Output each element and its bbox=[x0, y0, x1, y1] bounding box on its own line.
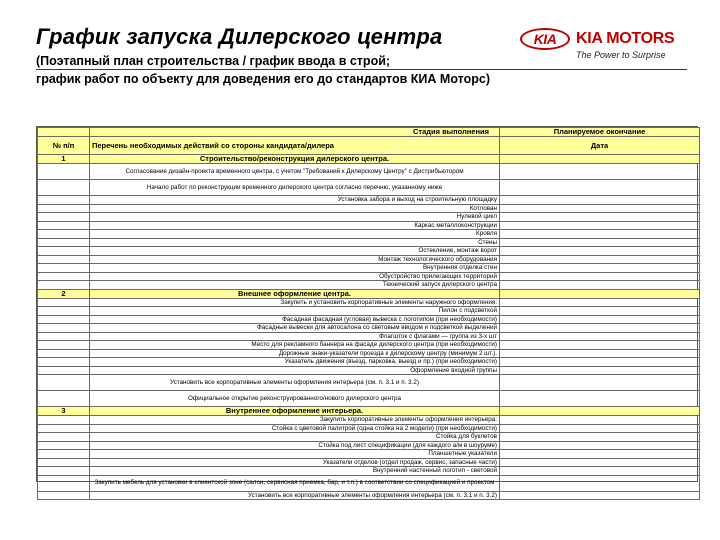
row-action-text: Дорожные знаки-указатели проезда к дилерскому центру (минимум 2 шт.). bbox=[90, 349, 500, 358]
launch-schedule-table bbox=[36, 126, 698, 499]
row-action-text: Стойка для буклетов bbox=[90, 433, 500, 442]
table-row bbox=[38, 204, 700, 213]
row-date-cell[interactable] bbox=[500, 391, 700, 407]
row-date-cell[interactable] bbox=[500, 332, 700, 341]
row-number-cell bbox=[38, 281, 90, 290]
table-row bbox=[38, 315, 700, 324]
row-number-cell bbox=[38, 230, 90, 239]
table-header-row-2 bbox=[38, 137, 700, 155]
row-date-cell[interactable] bbox=[500, 366, 700, 375]
table-row bbox=[38, 433, 700, 442]
page-subtitle-line2: график работ по объекту для доведения его до стандартов КИА Моторс) bbox=[36, 72, 490, 86]
row-date-cell[interactable] bbox=[500, 341, 700, 350]
section-row bbox=[38, 289, 700, 298]
header-actions: Перечень необходимых действий со стороны кандидата/дилера bbox=[90, 137, 500, 155]
table-row bbox=[38, 238, 700, 247]
row-action-text: Пилон с подсветкой bbox=[90, 307, 500, 316]
row-action-text: Установить все корпоративные элементы оформления интерьера (см. п. 3.1 и п. 3.2) bbox=[90, 491, 500, 500]
page-title: График запуска Дилерского центра bbox=[36, 24, 443, 49]
row-action-text: Стойка с цветовой палитрой (одна стойка на 2 модели) (при необходимости) bbox=[90, 424, 500, 433]
row-action-text: Начало работ по реконструкции временного дилерского центра согласно перечню, указанному ниже bbox=[90, 180, 500, 196]
section-date-cell bbox=[500, 155, 700, 164]
table-row bbox=[38, 332, 700, 341]
row-number-cell bbox=[38, 204, 90, 213]
header-divider bbox=[36, 69, 687, 70]
row-number-cell bbox=[38, 238, 90, 247]
row-action-text: Остекление, монтаж ворот bbox=[90, 247, 500, 256]
table-row bbox=[38, 366, 700, 375]
row-action-text: Котлован bbox=[90, 204, 500, 213]
page-footer-blank bbox=[36, 482, 698, 540]
table-row bbox=[38, 416, 700, 425]
row-date-cell[interactable] bbox=[500, 164, 700, 180]
table-row bbox=[38, 467, 700, 476]
table-row bbox=[38, 349, 700, 358]
row-action-text: Согласование дизайн-проекта временного центра, с учетом "Требований к Дилерскому Центру" с Дистрибьютором bbox=[90, 164, 500, 180]
section-title: Внешнее оформление центра. bbox=[90, 289, 500, 298]
row-number-cell bbox=[38, 391, 90, 407]
row-date-cell[interactable] bbox=[500, 424, 700, 433]
row-date-cell[interactable] bbox=[500, 307, 700, 316]
logo-slogan-text: The Power to Surprise bbox=[576, 50, 666, 60]
row-action-text: Нулевой цикл bbox=[90, 213, 500, 222]
page-subtitle-line1: (Поэтапный план строительства / график ввода в строй; bbox=[36, 54, 391, 68]
row-action-text: Установка забора и выход на строительную площадку bbox=[90, 196, 500, 205]
section-number: 1 bbox=[38, 155, 90, 164]
table-row bbox=[38, 230, 700, 239]
row-action-text: Закупить и установить корпоративные элементы наружного оформления: bbox=[90, 298, 500, 307]
row-date-cell[interactable] bbox=[500, 324, 700, 333]
table-row bbox=[38, 441, 700, 450]
row-number-cell bbox=[38, 180, 90, 196]
section-row bbox=[38, 155, 700, 164]
row-number-cell bbox=[38, 467, 90, 476]
row-number-cell bbox=[38, 264, 90, 273]
row-date-cell[interactable] bbox=[500, 433, 700, 442]
row-number-cell bbox=[38, 221, 90, 230]
row-date-cell[interactable] bbox=[500, 315, 700, 324]
table-row bbox=[38, 375, 700, 391]
row-action-text: Флагшток с флагами — группа из 3-х шт bbox=[90, 332, 500, 341]
table-row bbox=[38, 213, 700, 222]
row-number-cell bbox=[38, 213, 90, 222]
table-row bbox=[38, 424, 700, 433]
row-date-cell[interactable] bbox=[500, 180, 700, 196]
row-action-text: Указатели отделов (отдел продаж, сервис, запасные части) bbox=[90, 458, 500, 467]
row-date-cell[interactable] bbox=[500, 416, 700, 425]
table-row bbox=[38, 255, 700, 264]
row-date-cell[interactable] bbox=[500, 204, 700, 213]
row-number-cell bbox=[38, 332, 90, 341]
row-action-text: Кровля bbox=[90, 230, 500, 239]
row-date-cell[interactable] bbox=[500, 196, 700, 205]
section-number: 2 bbox=[38, 289, 90, 298]
row-number-cell bbox=[38, 358, 90, 367]
section-number: 3 bbox=[38, 407, 90, 416]
row-date-cell[interactable] bbox=[500, 458, 700, 467]
row-number-cell bbox=[38, 315, 90, 324]
row-date-cell[interactable] bbox=[500, 281, 700, 290]
header-planned: Планируемое окончание bbox=[500, 128, 700, 137]
table-row bbox=[38, 358, 700, 367]
row-action-text: Технический запуск дилерского центра bbox=[90, 281, 500, 290]
row-number-cell bbox=[38, 441, 90, 450]
row-number-cell bbox=[38, 433, 90, 442]
row-number-cell bbox=[38, 164, 90, 180]
table-row bbox=[38, 272, 700, 281]
section-row bbox=[38, 407, 700, 416]
table-row bbox=[38, 164, 700, 180]
header bbox=[0, 0, 720, 120]
row-date-cell[interactable] bbox=[500, 247, 700, 256]
row-date-cell[interactable] bbox=[500, 230, 700, 239]
row-date-cell[interactable] bbox=[500, 467, 700, 476]
row-action-text: Фасадная фасадная (угловая) вывеска с логотипом (при необходимости) bbox=[90, 315, 500, 324]
section-title: Внутреннее оформление интерьера. bbox=[90, 407, 500, 416]
row-number-cell bbox=[38, 324, 90, 333]
row-date-cell[interactable] bbox=[500, 213, 700, 222]
row-action-text: Монтаж технологического оборудования bbox=[90, 255, 500, 264]
row-date-cell[interactable] bbox=[500, 375, 700, 391]
row-date-cell[interactable] bbox=[500, 349, 700, 358]
row-action-text: Указатель движения (въезд, парковка, выезд и пр.) (при необходимости) bbox=[90, 358, 500, 367]
table-row bbox=[38, 458, 700, 467]
row-action-text: Стойка под лист спецификации (для каждого а/м в шоуруме) bbox=[90, 441, 500, 450]
logo-mark-text: KIA bbox=[533, 31, 557, 47]
row-number-cell bbox=[38, 247, 90, 256]
row-action-text: Внутренний настенный логотип - световой bbox=[90, 467, 500, 476]
row-number-cell bbox=[38, 458, 90, 467]
row-action-text: Закупить мебель для установки в клиентской зоне (салон, сервисная приемка, бар, и т.п.) в соответствии со спецификацией и проектом bbox=[90, 475, 500, 491]
row-action-text: Оформление входной группы bbox=[90, 366, 500, 375]
logo-brand-text: KIA MOTORS bbox=[576, 30, 675, 47]
table-row bbox=[38, 221, 700, 230]
row-action-text: Закупить корпоративные элементы оформления интерьера: bbox=[90, 416, 500, 425]
section-date-cell bbox=[500, 407, 700, 416]
table-row bbox=[38, 281, 700, 290]
row-date-cell[interactable] bbox=[500, 272, 700, 281]
row-action-text: Планшетные указатели bbox=[90, 450, 500, 459]
row-date-cell[interactable] bbox=[500, 441, 700, 450]
table-row bbox=[38, 264, 700, 273]
row-action-text: Внутренняя отделка стен bbox=[90, 264, 500, 273]
row-date-cell[interactable] bbox=[500, 358, 700, 367]
row-date-cell[interactable] bbox=[500, 238, 700, 247]
row-number-cell bbox=[38, 424, 90, 433]
table-row bbox=[38, 196, 700, 205]
row-number-cell bbox=[38, 196, 90, 205]
row-number-cell bbox=[38, 416, 90, 425]
table-header-row-1 bbox=[38, 128, 700, 137]
row-date-cell[interactable] bbox=[500, 298, 700, 307]
header-date: Дата bbox=[500, 137, 700, 155]
row-number-cell bbox=[38, 366, 90, 375]
header-no: № п/п bbox=[38, 137, 90, 155]
row-date-cell[interactable] bbox=[500, 264, 700, 273]
row-number-cell bbox=[38, 307, 90, 316]
section-title: Строительство/реконструкция дилерского центра. bbox=[90, 155, 500, 164]
table-row bbox=[38, 450, 700, 459]
row-date-cell[interactable] bbox=[500, 255, 700, 264]
row-action-text: Каркас металлоконструкции bbox=[90, 221, 500, 230]
row-number-cell bbox=[38, 298, 90, 307]
row-date-cell[interactable] bbox=[500, 450, 700, 459]
row-number-cell bbox=[38, 375, 90, 391]
row-number-cell bbox=[38, 349, 90, 358]
row-number-cell bbox=[38, 450, 90, 459]
table-row bbox=[38, 391, 700, 407]
row-action-text: Фасадные вывески для автосалона со световым вводом и подсветкой выделений bbox=[90, 324, 500, 333]
header-cell-empty bbox=[38, 128, 90, 137]
table-row bbox=[38, 341, 700, 350]
row-date-cell[interactable] bbox=[500, 221, 700, 230]
row-action-text: Место для рекламного баннера на фасаде дилерского центра (при необходимости) bbox=[90, 341, 500, 350]
table-row bbox=[38, 324, 700, 333]
row-number-cell bbox=[38, 341, 90, 350]
row-number-cell bbox=[38, 272, 90, 281]
kia-logo bbox=[520, 28, 690, 64]
row-number-cell bbox=[38, 255, 90, 264]
table-row bbox=[38, 247, 700, 256]
table-row bbox=[38, 307, 700, 316]
header-stage: Стадия выполнения bbox=[90, 128, 500, 137]
kia-oval-mark bbox=[520, 28, 570, 50]
row-action-text: Установить все корпоративные элементы оформления интерьера (см. п. 3.1 и п. 3.2) bbox=[90, 375, 500, 391]
section-date-cell bbox=[500, 289, 700, 298]
table-row bbox=[38, 298, 700, 307]
row-action-text: Официальное открытие реконструированного/нового дилерского центра bbox=[90, 391, 500, 407]
table-row bbox=[38, 180, 700, 196]
row-action-text: Стены bbox=[90, 238, 500, 247]
row-action-text: Обустройство прилегающих территорий bbox=[90, 272, 500, 281]
